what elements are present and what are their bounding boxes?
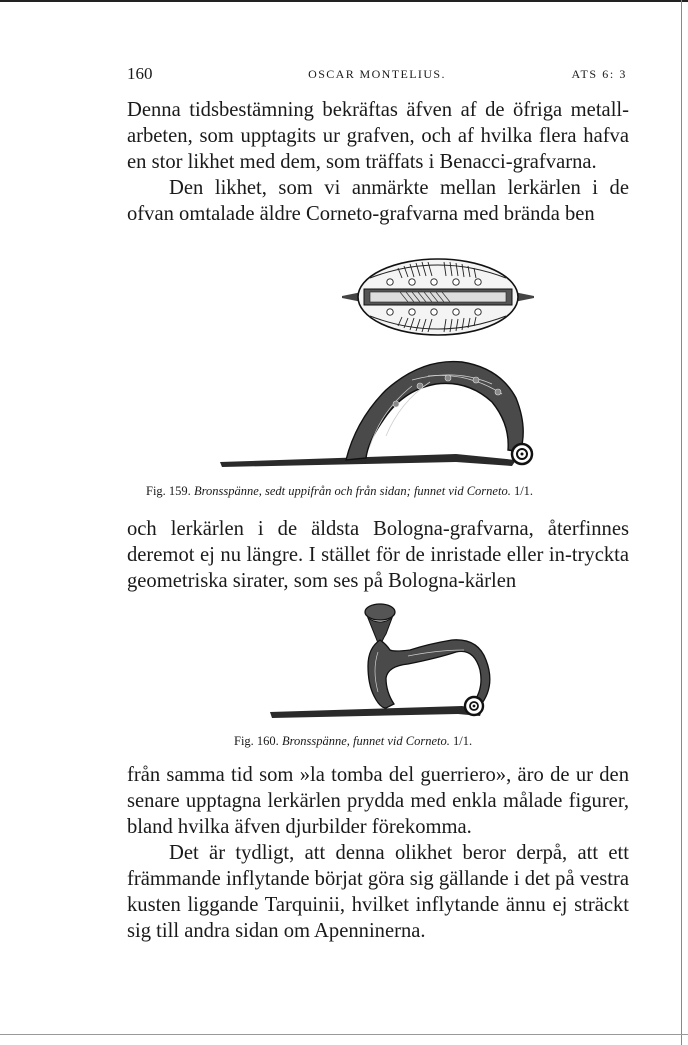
page-bottom-edge <box>0 1034 688 1035</box>
fibula-160-illustration <box>268 600 494 724</box>
text-block-bottom <box>127 762 629 944</box>
running-title: OSCAR MONTELIUS. <box>308 67 446 81</box>
figure-description: Bronsspänne, funnet vid Corneto. <box>281 734 450 748</box>
paragraph: från samma tid som »la tomba del guerriero», äro de ur den senare upptagna lerkärlen prydda med enkla målade figurer, bland hvilka äfven djurbilder förekomma. <box>127 764 629 838</box>
page-top-edge <box>0 0 688 2</box>
page-number: 160 <box>127 64 153 83</box>
paragraph: Denna tidsbestämning bekräftas äfven af de öfriga metall-arbeten, som upptagits ur grafven, och af hvilka flera hafva en stor likhet med dem, som träffats i Benacci-grafvarna. <box>127 99 629 173</box>
fibula-side-view-illustration <box>216 350 536 474</box>
paragraph: och lerkärlen i de äldsta Bologna-grafvarna, återfinnes deremot ej nu längre. I stället för de inristade eller in-tryckta geometriska sirater, som ses på Bologna-kärlen <box>127 518 629 592</box>
page-header <box>127 64 627 86</box>
figure-scale: 1/1. <box>513 484 534 498</box>
paragraph: Den likhet, som vi anmärkte mellan lerkärlen i de ofvan omtalade äldre Corneto-grafvarna med brända ben <box>127 177 629 225</box>
paragraph: Det är tydligt, att denna olikhet beror derpå, att ett främmande inflytande börjat göra sig gällande i det på vestra kusten liggande Tarquinii, hvilket inflytande ännu ej sträckt sig till andra sidan om Apenninerna. <box>127 842 629 942</box>
fibula-top-view-illustration <box>340 256 536 342</box>
figure-description: Bronsspänne, sedt uppifrån och från sidan; funnet vid Corneto. <box>193 484 511 498</box>
figure-scale: 1/1. <box>453 734 473 748</box>
volume-reference: ATS 6: 3 <box>571 67 627 81</box>
figure-159-caption <box>146 484 533 499</box>
text-block-top <box>127 97 629 227</box>
text-block-middle <box>127 516 629 594</box>
figure-label: Fig. 160. <box>234 734 279 748</box>
figure-160-caption <box>234 734 472 749</box>
page-right-edge <box>681 0 682 1045</box>
figure-label: Fig. 159. <box>146 484 191 498</box>
